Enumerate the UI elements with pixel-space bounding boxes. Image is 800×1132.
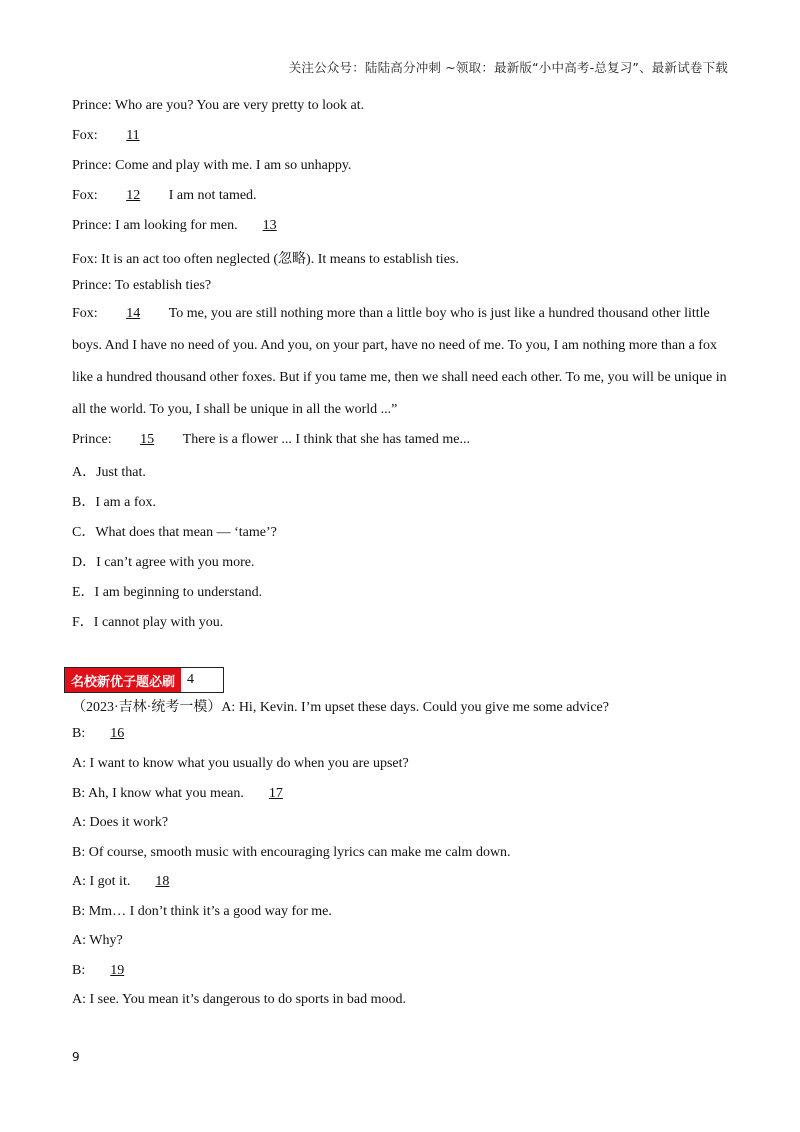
line-text: B: — [72, 963, 86, 978]
dialog-line — [72, 815, 168, 831]
dialog-line — [72, 218, 295, 234]
line-text: Fox: — [72, 188, 98, 203]
badge-number: 4 — [181, 668, 223, 692]
answer-blank[interactable]: 14 — [126, 306, 141, 321]
dialog-line — [72, 726, 142, 742]
dialog-line — [72, 845, 511, 861]
dialog-line — [72, 933, 123, 949]
line-text: B: Mm… I don’t think it’s a good way for me. — [72, 904, 332, 919]
paragraph-text: To me, you are still nothing more than a little boy who is just like a hundred thousand other little boys. And I have no need of you. And you, on your part, have no need of me. To you, I am nothing more than a fox like a hundred thousand other foxes. But if you tame me, then we shall need each other. To me, you will be unique in all the world. To you, I shall be unique in all the world ...” — [72, 306, 727, 417]
option-e: E．I am beginning to understand. — [72, 585, 263, 600]
answer-blank[interactable]: 12 — [126, 188, 141, 203]
answer-blank[interactable]: 11 — [126, 128, 140, 143]
line-text: Prince: Come and play with me. I am so unhappy. — [72, 158, 352, 173]
line-text: Prince: To establish ties? — [72, 278, 212, 293]
dialog-line — [72, 963, 142, 979]
line-text: A: Why? — [72, 933, 123, 948]
line-text: Fox: It is an act too often neglected (忽略). It means to establish ties. — [72, 252, 459, 267]
option-b: B．I am a fox. — [72, 495, 156, 510]
dialog-line — [72, 696, 609, 716]
line-text: Prince: Who are you? You are very pretty to look at. — [72, 98, 365, 113]
section-badge — [64, 667, 224, 693]
page-number: 9 — [72, 1050, 80, 1064]
dialog-line — [72, 158, 351, 174]
line-text: Fox: — [72, 128, 98, 143]
dialog-line — [72, 432, 470, 448]
dialog-line — [72, 904, 332, 920]
badge-label: 名校新优子题必刷 — [65, 668, 181, 692]
option-d: D．I can’t agree with you more. — [72, 555, 255, 570]
line-text: B: — [72, 726, 86, 741]
dialog-line — [72, 128, 158, 144]
answer-blank[interactable]: 15 — [140, 432, 155, 447]
fox-paragraph — [72, 298, 732, 426]
option-f: F．I cannot play with you. — [72, 615, 224, 630]
page-header: 关注公众号：陆陆高分冲刺 ~领取：最新版“小中高考-总复习”、最新试卷下载 — [288, 60, 728, 75]
dialog-line — [72, 874, 187, 890]
line-text: Prince: I am looking for men. — [72, 218, 238, 233]
dialog-line — [72, 756, 409, 772]
line-text: B: Ah, I know what you mean. — [72, 786, 244, 801]
line-text: A: I want to know what you usually do when you are upset? — [72, 756, 409, 771]
answer-blank[interactable]: 16 — [110, 726, 125, 741]
line-text: Prince: — [72, 432, 112, 447]
answer-blank[interactable]: 13 — [262, 218, 277, 233]
dialog-line — [72, 188, 257, 204]
dialog-line — [72, 992, 406, 1008]
option-a: A．Just that. — [72, 465, 146, 480]
line-text: I am not tamed. — [168, 188, 257, 203]
answer-blank[interactable]: 18 — [155, 874, 170, 889]
line-text: B: Of course, smooth music with encouraging lyrics can make me calm down. — [72, 845, 511, 860]
dialog-line — [72, 278, 211, 294]
line-text: A: I see. You mean it’s dangerous to do sports in bad mood. — [72, 992, 407, 1007]
answer-blank[interactable]: 17 — [268, 786, 283, 801]
line-text: （2023·吉林·统考一模）A: Hi, Kevin. I’m upset these days. Could you give me some advice? — [72, 700, 609, 715]
line-text: There is a flower ... I think that she has tamed me... — [182, 432, 470, 447]
dialog-line — [72, 248, 459, 268]
line-text: A: I got it. — [72, 874, 131, 889]
answer-blank[interactable]: 19 — [110, 963, 125, 978]
line-text: Fox: — [72, 306, 98, 321]
line-text: A: Does it work? — [72, 815, 169, 830]
dialog-line — [72, 98, 364, 114]
option-c: C．What does that mean — ‘tame’? — [72, 525, 277, 540]
dialog-line — [72, 786, 301, 802]
